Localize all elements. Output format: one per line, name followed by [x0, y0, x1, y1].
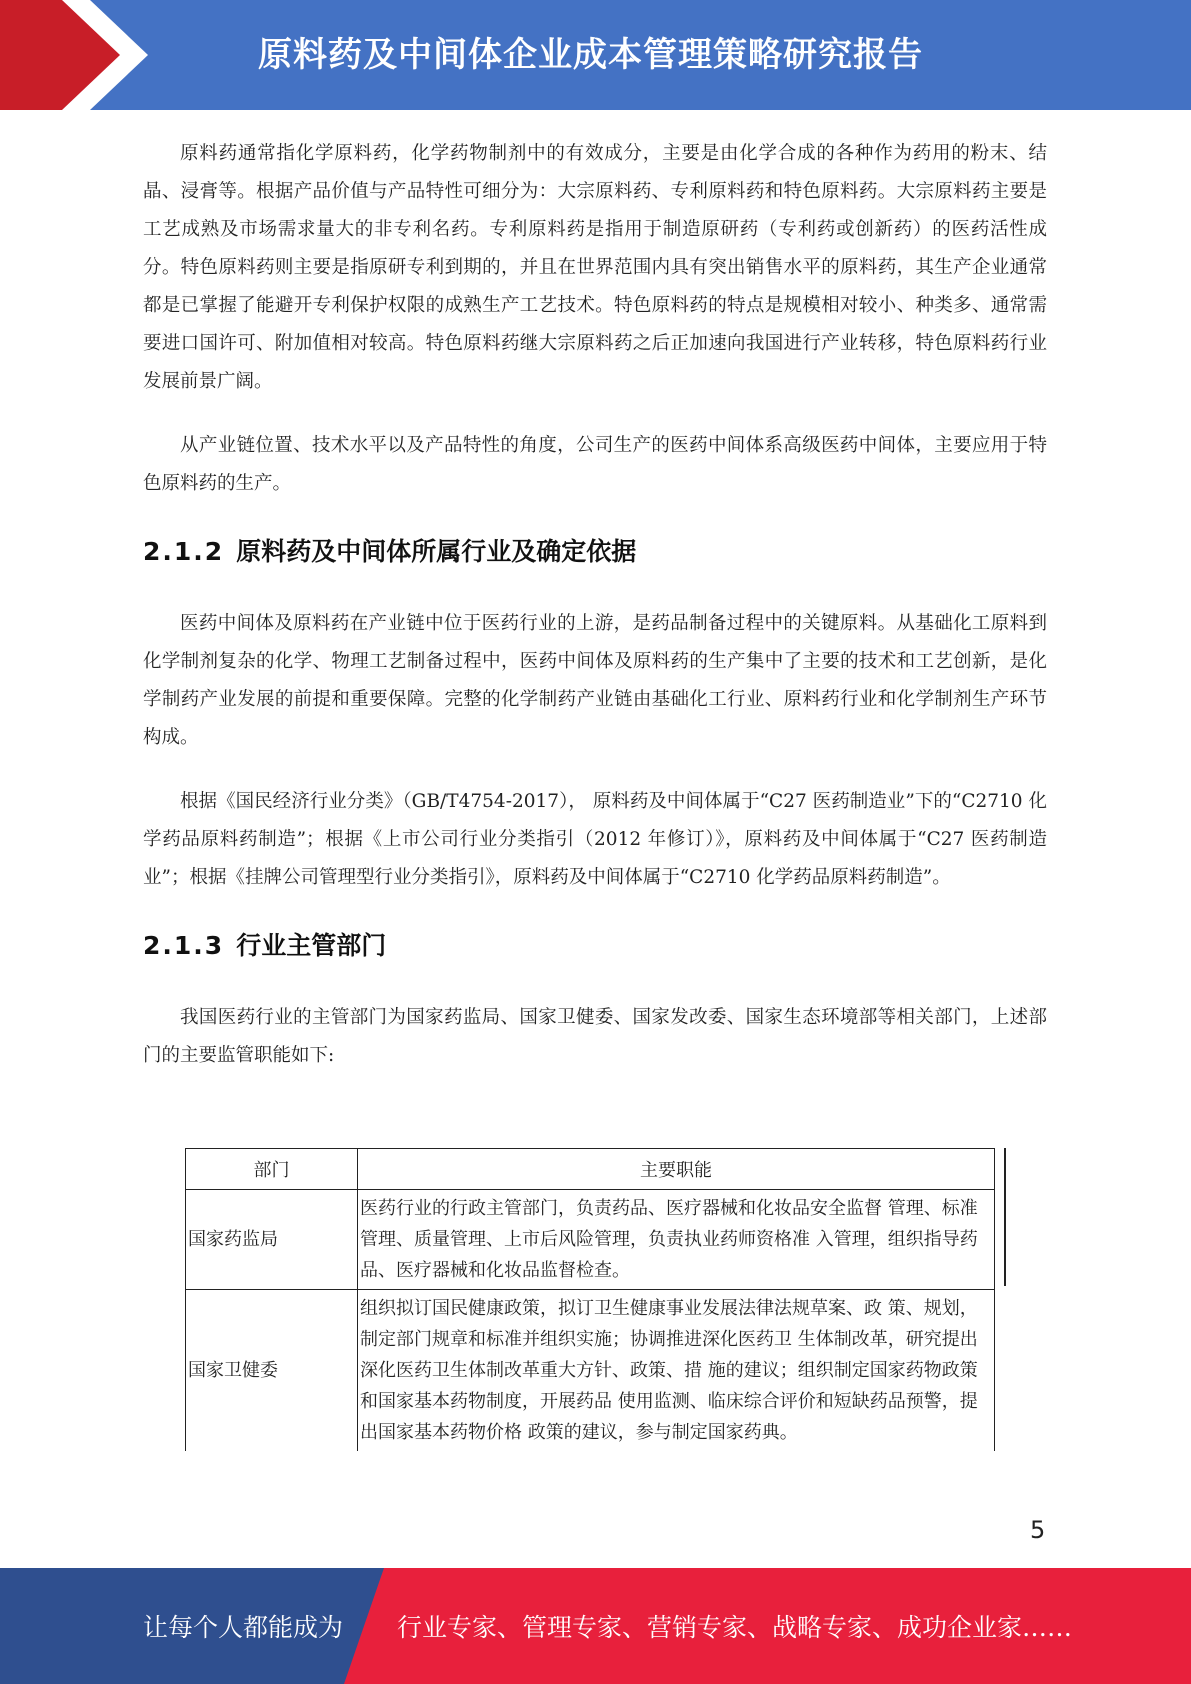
- section-title: 行业主管部门: [236, 931, 387, 960]
- table-row: [186, 1290, 995, 1452]
- main-content: [143, 135, 1047, 1075]
- table-header-function: 主要职能: [358, 1149, 995, 1190]
- paragraph-classification-basis: 根据《国民经济行业分类》（GB/T4754-2017）， 原料药及中间体属于“C27 医药制造业”下的“C2710 化学药品原料药制造”；根据《上市公司行业分类指引（2012 年修订）》，原料药及中间体属于“C27 医药制造业”；根据《挂牌公司管理型行业分类指引》，原料药及中间体属于“C2710 化学药品原料药制造”。: [143, 791, 1047, 888]
- paragraph-industry-chain: 医药中间体及原料药在产业链中位于医药行业的上游，是药品制备过程中的关键原料。从基础化工原料到化学制剂复杂的化学、物理工艺制备过程中，医药中间体及原料药的生产集中了主要的技术和工艺创新，是化学制药产业发展的前提和重要保障。完整的化学制药产业链由基础化工行业、原料药行业和化学制剂生产环节构成。: [143, 613, 1047, 748]
- table-cell-function: 医药行业的行政主管部门，负责药品、医疗器械和化妆品安全监督 管理、标准管理、质量管理、上市后风险管理，负责执业药师资格准 入管理，组织指导药品、医疗器械和化妆品监督检查。: [358, 1190, 995, 1290]
- page-header: [0, 0, 1191, 110]
- table-cell-dept: 国家卫健委: [186, 1290, 358, 1452]
- paragraph-regulators-intro: 我国医药行业的主管部门为国家药监局、国家卫健委、国家发改委、国家生态环境部等相关部门，上述部门的主要监管职能如下:: [143, 1007, 1047, 1066]
- regulator-table: [185, 1148, 995, 1451]
- table-header-row: [186, 1149, 995, 1190]
- table-cell-dept: 国家药监局: [186, 1190, 358, 1290]
- page-number: 5: [1030, 1516, 1046, 1544]
- footer-slogan-left: 让每个人都能成为: [143, 1613, 344, 1642]
- section-title: 原料药及中间体所属行业及确定依据: [236, 537, 637, 566]
- section-heading-2-1-3: [143, 927, 1047, 965]
- section-heading-2-1-2: [143, 533, 1047, 571]
- table-header-dept: 部门: [186, 1149, 358, 1190]
- section-number: 2.1.2: [143, 537, 225, 566]
- paragraph-api-definition: 原料药通常指化学原料药，化学药物制剂中的有效成分，主要是由化学合成的各种作为药用的粉末、结晶、浸膏等。根据产品价值与产品特性可细分为：大宗原料药、专利原料药和特色原料药。大宗原料药主要是工艺成熟及市场需求量大的非专利名药。专利原料药是指用于制造原研药（专利药或创新药）的医药活性成分。特色原料药则主要是指原研专利到期的，并且在世界范围内具有突出销售水平的原料药，其生产企业通常都是已掌握了能避开专利保护权限的成熟生产工艺技术。特色原料药的特点是规模相对较小、种类多、通常需要进口国许可、附加值相对较高。特色原料药继大宗原料药之后正加速向我国进行产业转移，特色原料药行业发展前景广阔。: [143, 143, 1047, 392]
- table-row: [186, 1190, 995, 1290]
- page-footer: [0, 1568, 1191, 1684]
- table-cell-function: 组织拟订国民健康政策，拟订卫生健康事业发展法律法规草案、政 策、规划，制定部门规章和标准并组织实施；协调推进深化医药卫 生体制改革，研究提出深化医药卫生体制改革重大方针、政策、措 施的建议；组织制定国家药物政策和国家基本药物制度，开展药品 使用监测、临床综合评价和短缺药品预警，提出国家基本药物价格 政策的建议，参与制定国家药典。: [358, 1290, 995, 1452]
- footer-slogan-right: 行业专家、管理专家、营销专家、战略专家、成功企业家……: [397, 1613, 1073, 1642]
- table-edge-line: [1004, 1148, 1006, 1286]
- header-arrow-decoration: [0, 0, 160, 110]
- document-title: 原料药及中间体企业成本管理策略研究报告: [258, 35, 923, 75]
- section-number: 2.1.3: [143, 931, 225, 960]
- paragraph-industry-position: 从产业链位置、技术水平以及产品特性的角度，公司生产的医药中间体系高级医药中间体，主要应用于特色原料药的生产。: [143, 435, 1047, 494]
